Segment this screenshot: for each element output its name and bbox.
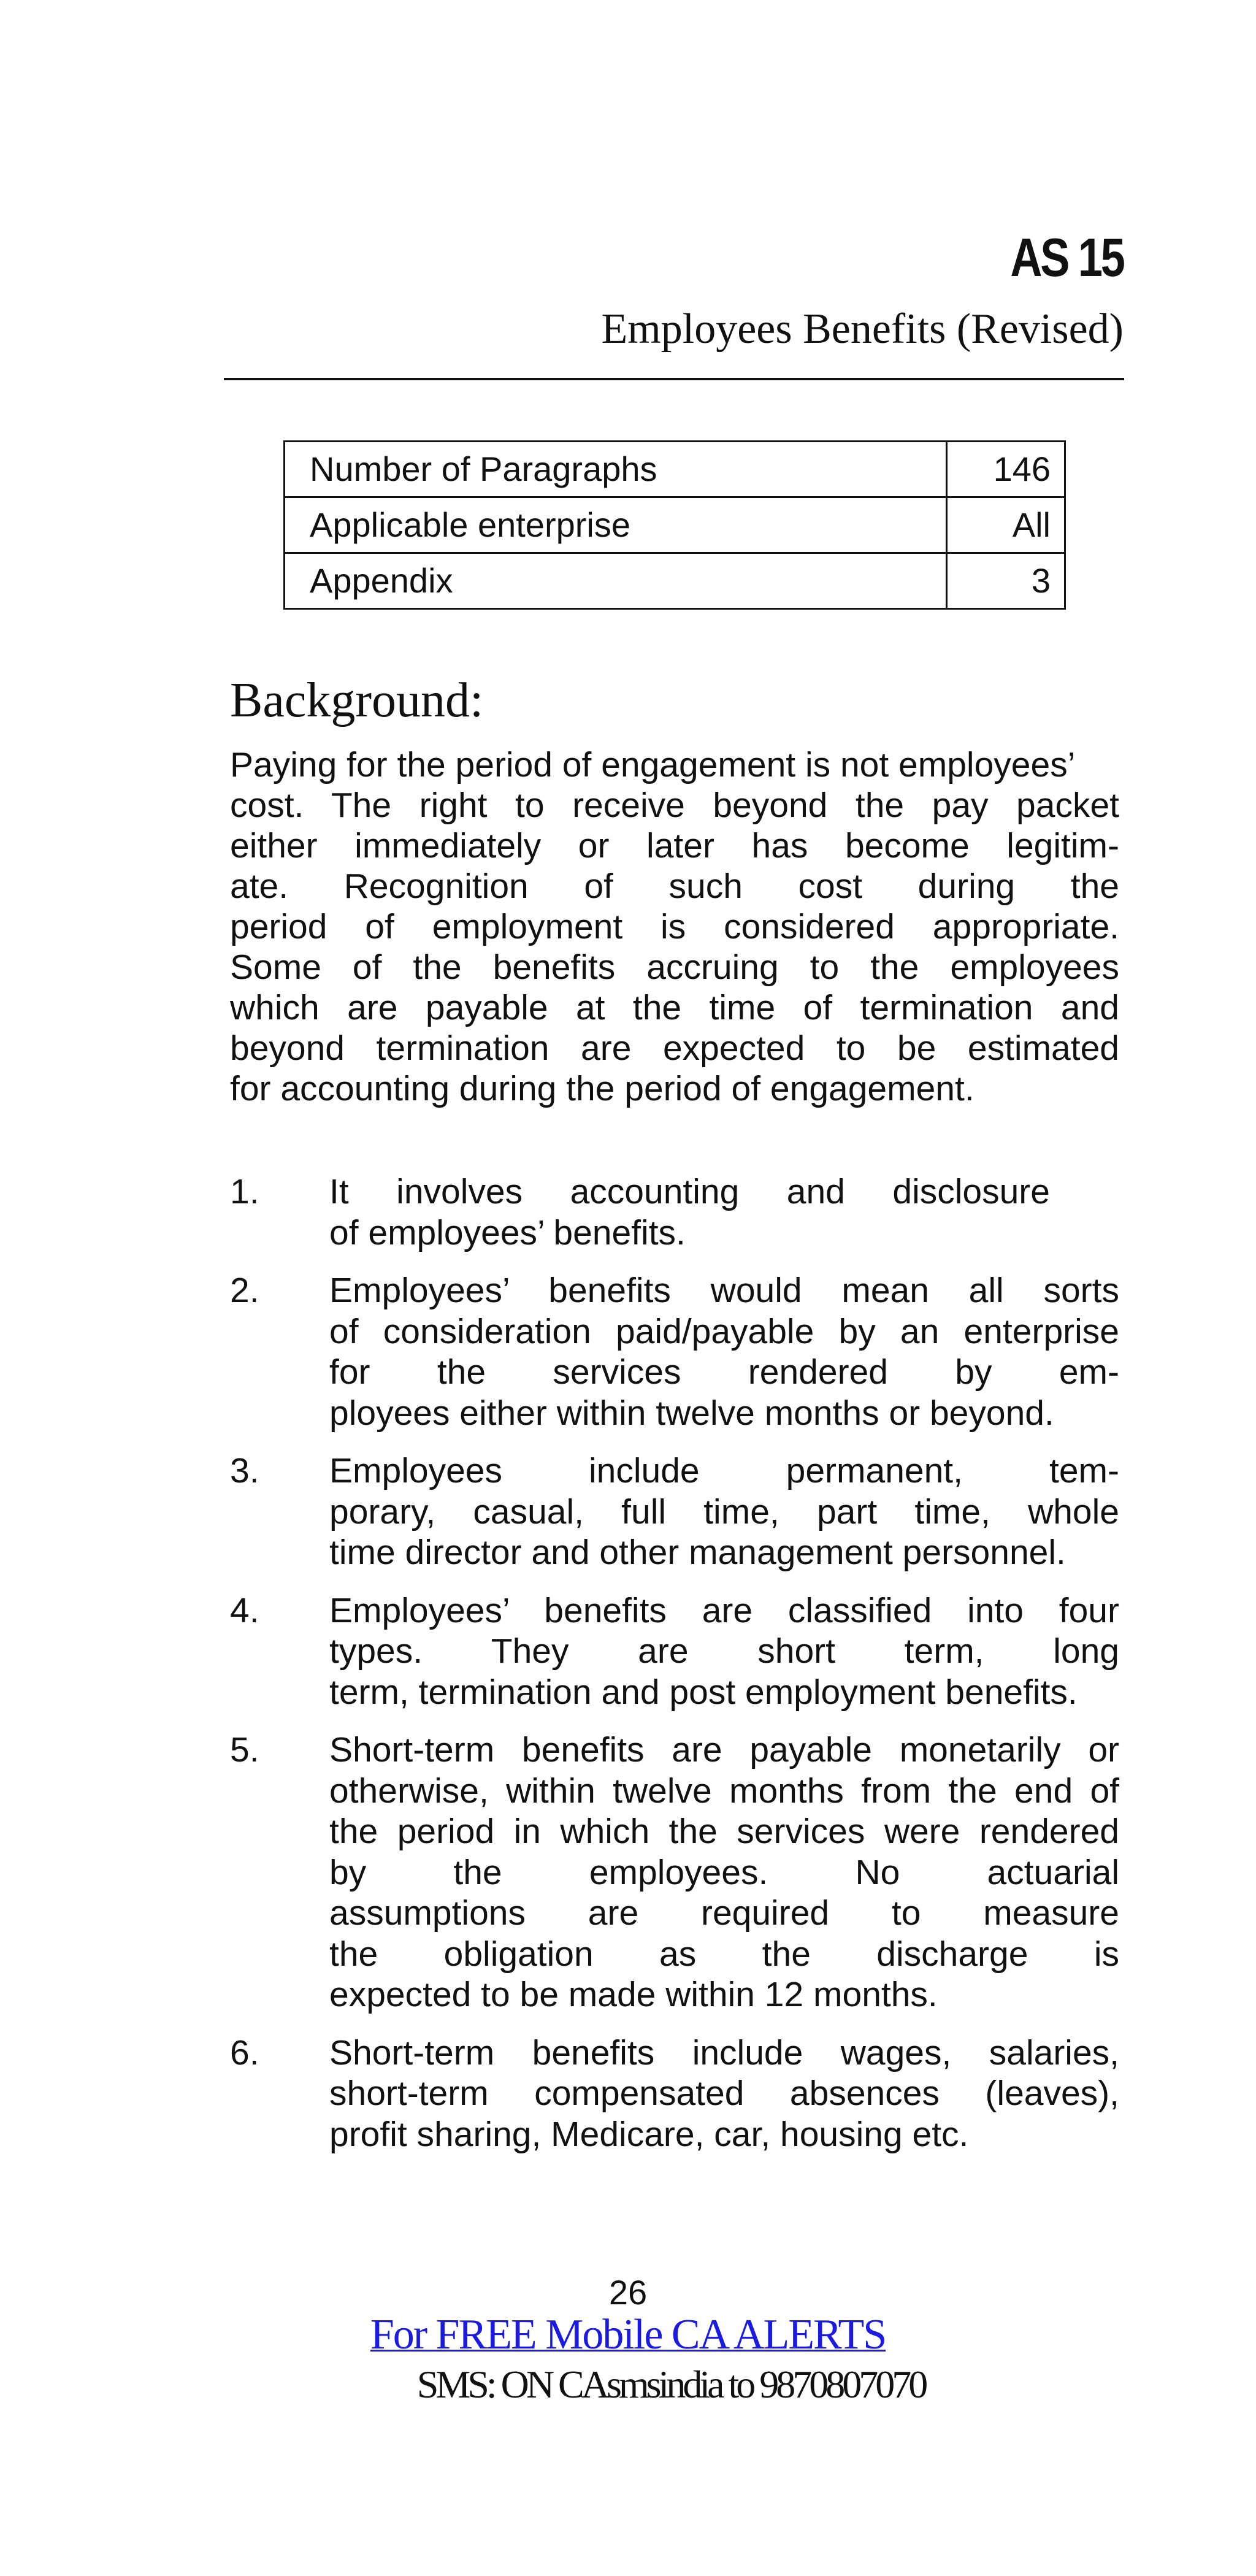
page-number: 26 (608, 2273, 648, 2312)
item-line: types. They are short term, long (329, 1631, 1119, 1671)
list-item (230, 2033, 1119, 2155)
item-line: time director and other management personnel. (329, 1533, 1066, 1572)
paragraph-line: which are payable at the time of termination and (230, 988, 1119, 1027)
item-line: porary, casual, full time, part time, whole (329, 1492, 1119, 1531)
item-number: 5. (230, 1730, 259, 1769)
item-line: Short-term benefits include wages, salaries, (329, 2033, 1119, 2072)
numbered-points (230, 1171, 1119, 2155)
item-line: Employees include permanent, tem- (329, 1451, 1119, 1490)
item-line: short-term compensated absences (leaves), (329, 2074, 1119, 2113)
item-line: assumptions are required to measure (329, 1893, 1119, 1933)
item-line: term, termination and post employment benefits. (329, 1672, 1078, 1712)
item-line: Employees’ benefits would mean all sorts (329, 1271, 1119, 1310)
item-number: 6. (230, 2033, 259, 2072)
paragraph-line: Paying for the period of engagement is not employees’ (230, 745, 1076, 784)
item-line: the obligation as the discharge is (329, 1934, 1119, 1974)
item-line: of employees’ benefits. (329, 1213, 686, 1252)
item-number: 1. (230, 1172, 259, 1211)
table-row (285, 442, 1065, 497)
paragraph-line: beyond termination are expected to be estimated (230, 1029, 1119, 1068)
item-number: 2. (230, 1271, 259, 1310)
list-item (230, 1270, 1119, 1433)
paragraph-line: either immediately or later has become legitim- (230, 826, 1119, 865)
summary-table (283, 440, 1066, 610)
item-line: It involves accounting and disclosure (329, 1172, 1050, 1211)
item-line: Employees’ benefits are classified into four (329, 1590, 1119, 1630)
item-line: of consideration paid/payable by an enterprise (329, 1311, 1119, 1351)
row-label: Appendix (285, 553, 947, 609)
table-row (285, 553, 1065, 609)
paragraph-line: ate. Recognition of such cost during the (230, 867, 1119, 906)
item-line: for the services rendered by em- (329, 1352, 1119, 1392)
standard-code: AS 15 (1010, 227, 1124, 288)
item-line: ployees either within twelve months or beyond. (329, 1393, 1054, 1433)
row-label: Applicable enterprise (285, 497, 947, 553)
item-number: 3. (230, 1451, 259, 1490)
promo-sms-text: SMS: ON CAsmsindia to 9870807070 (416, 2363, 925, 2406)
background-paragraph (230, 745, 1119, 1109)
table-row (285, 497, 1065, 553)
list-item (230, 1730, 1119, 2015)
item-line: by the employees. No actuarial (329, 1852, 1119, 1892)
list-item (230, 1451, 1119, 1573)
item-line: Short-term benefits are payable monetarily or (329, 1730, 1119, 1769)
paragraph-line: Some of the benefits accruing to the employees (230, 948, 1119, 987)
item-line: expected to be made within 12 months. (329, 1975, 938, 2014)
row-value: All (947, 497, 1065, 553)
header-divider (224, 378, 1124, 380)
row-label: Number of Paragraphs (285, 442, 947, 497)
promo-link[interactable]: For FREE Mobile CA ALERTS (370, 2311, 886, 2358)
background-heading: Background: (230, 673, 484, 727)
paragraph-line: for accounting during the period of engagement. (230, 1069, 975, 1108)
row-value: 146 (947, 442, 1065, 497)
list-item (230, 1171, 1119, 1253)
item-line: otherwise, within twelve months from the end of (329, 1771, 1119, 1811)
row-value: 3 (947, 553, 1065, 609)
paragraph-line: period of employment is considered appropriate. (230, 907, 1119, 946)
standard-title: Employees Benefits (Revised) (601, 305, 1124, 353)
paragraph-line: cost. The right to receive beyond the pay packet (230, 786, 1119, 825)
list-item (230, 1590, 1119, 1713)
item-number: 4. (230, 1590, 259, 1630)
item-line: profit sharing, Medicare, car, housing etc. (329, 2114, 969, 2154)
item-line: the period in which the services were rendered (329, 1812, 1119, 1851)
